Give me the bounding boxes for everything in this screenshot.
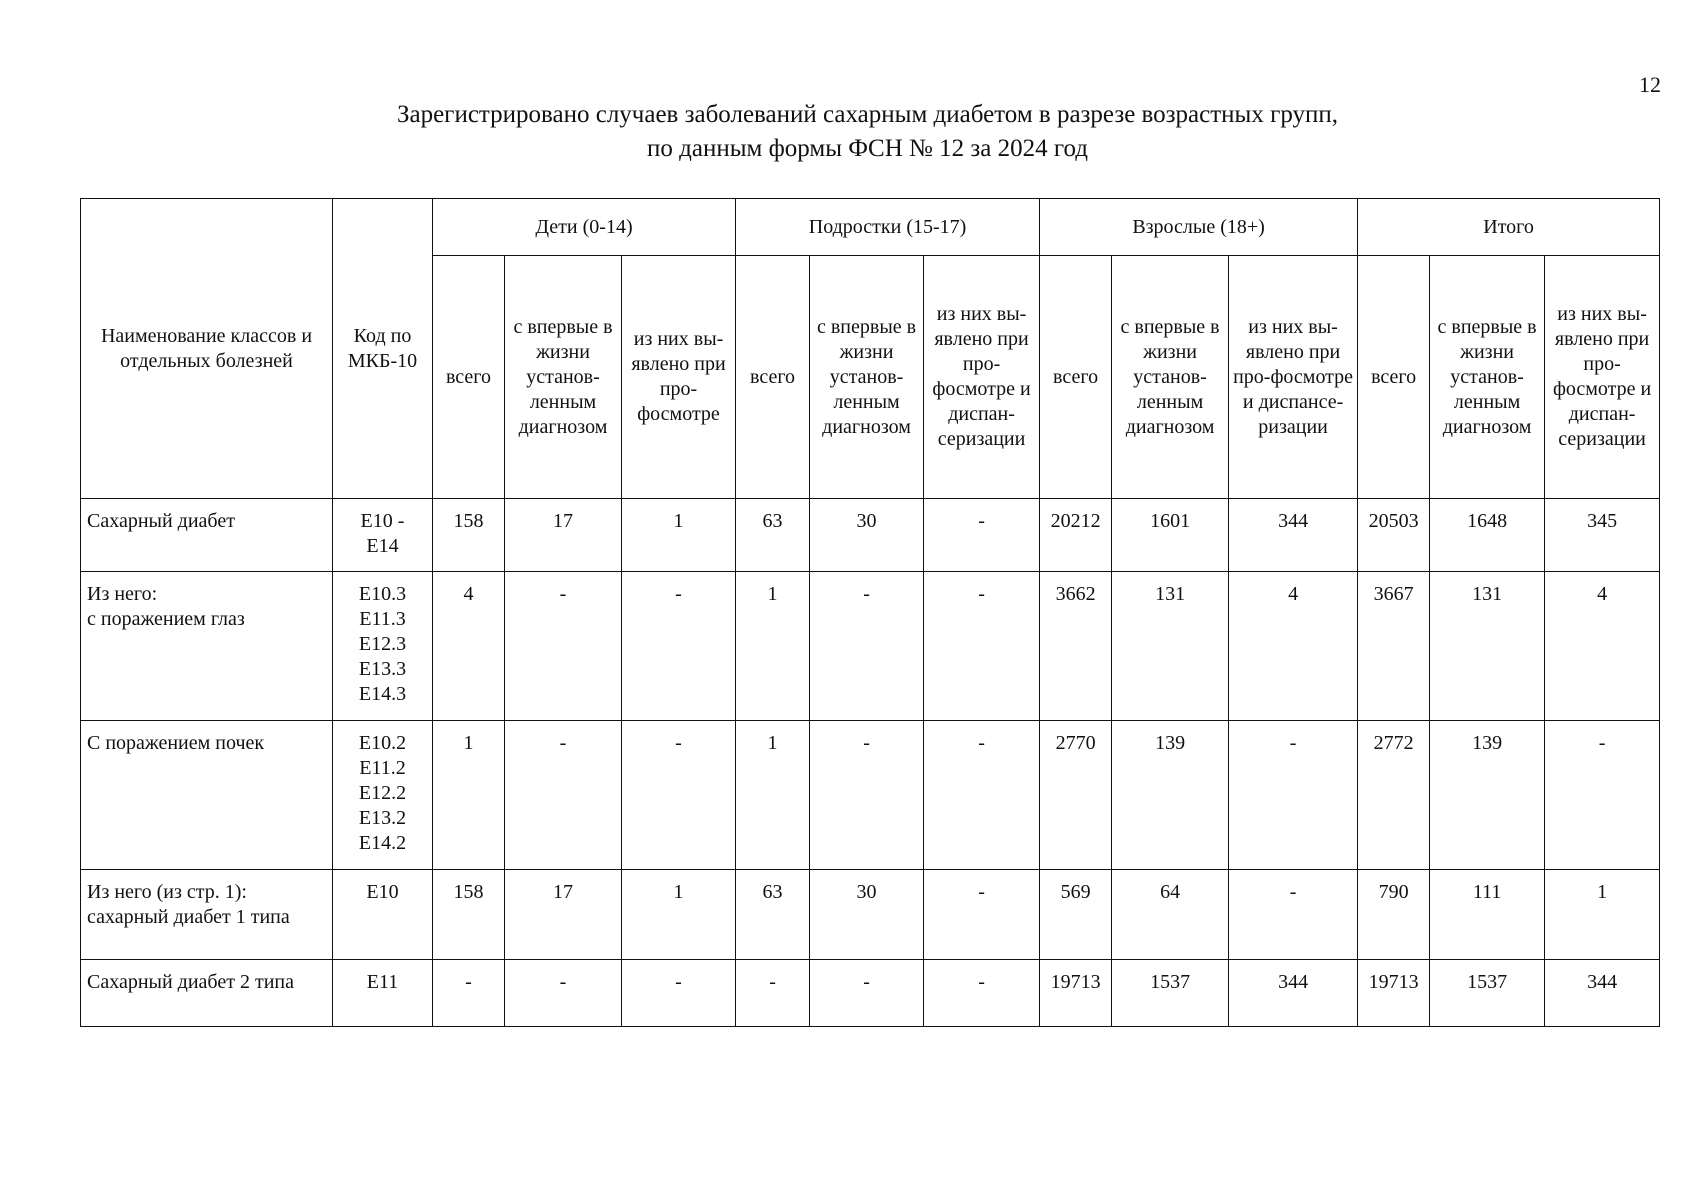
table-cell: 20212 xyxy=(1040,499,1112,572)
table-cell: - xyxy=(810,572,924,721)
table-cell: - xyxy=(924,499,1040,572)
header-sub: с впервые в жизни установ-ленным диагнозом xyxy=(810,256,924,499)
page-number: 12 xyxy=(1639,72,1661,97)
header-sub: из них вы-явлено при про-фосмотре xyxy=(622,256,736,499)
row-code: Е11 xyxy=(333,960,433,1027)
table-cell: 1 xyxy=(622,870,736,960)
row-name: С поражением почек xyxy=(81,721,333,870)
table-cell: 1648 xyxy=(1430,499,1545,572)
document-title xyxy=(0,98,1699,166)
table-row xyxy=(81,721,1660,870)
header-name: Наименование классов и отдельных болезней xyxy=(81,199,333,499)
table-cell: - xyxy=(736,960,810,1027)
table-cell: - xyxy=(924,960,1040,1027)
row-name: Сахарный диабет 2 типа xyxy=(81,960,333,1027)
table-cell: 158 xyxy=(433,870,505,960)
table-cell: - xyxy=(924,572,1040,721)
table-row xyxy=(81,870,1660,960)
table-cell: - xyxy=(622,721,736,870)
table-cell: 345 xyxy=(1545,499,1660,572)
table-cell: - xyxy=(924,870,1040,960)
table-cell: 1 xyxy=(622,499,736,572)
header-group-total: Итого xyxy=(1358,199,1660,256)
header-group-adults: Взрослые (18+) xyxy=(1040,199,1358,256)
diabetes-cases-table xyxy=(80,198,1660,1027)
row-code: Е10 xyxy=(333,870,433,960)
table-cell: 131 xyxy=(1112,572,1229,721)
table-cell: 63 xyxy=(736,499,810,572)
table-row xyxy=(81,499,1660,572)
table-cell: 1 xyxy=(433,721,505,870)
table-cell: 63 xyxy=(736,870,810,960)
row-code: Е10.2 Е11.2 Е12.2 Е13.2 Е14.2 xyxy=(333,721,433,870)
table-cell: 30 xyxy=(810,499,924,572)
table-cell: 344 xyxy=(1545,960,1660,1027)
table-row xyxy=(81,572,1660,721)
table-cell: 344 xyxy=(1229,960,1358,1027)
table-cell: - xyxy=(622,960,736,1027)
table-cell: 17 xyxy=(505,499,622,572)
table-cell: 158 xyxy=(433,499,505,572)
table-cell: 139 xyxy=(1112,721,1229,870)
table-cell: 4 xyxy=(1545,572,1660,721)
row-code: Е10.3 Е11.3 Е12.3 Е13.3 Е14.3 xyxy=(333,572,433,721)
table-cell: 1 xyxy=(1545,870,1660,960)
header-sub: всего xyxy=(736,256,810,499)
table-cell: - xyxy=(505,572,622,721)
table-cell: - xyxy=(505,960,622,1027)
table-cell: 139 xyxy=(1430,721,1545,870)
table-cell: 131 xyxy=(1430,572,1545,721)
table-cell: 19713 xyxy=(1358,960,1430,1027)
table-cell: 64 xyxy=(1112,870,1229,960)
table-cell: - xyxy=(924,721,1040,870)
header-sub: из них вы-явлено при про-фосмотре и диспан-серизации xyxy=(1545,256,1660,499)
table-cell: 111 xyxy=(1430,870,1545,960)
header-sub: всего xyxy=(1358,256,1430,499)
table-cell: 17 xyxy=(505,870,622,960)
header-sub: с впервые в жизни установ-ленным диагнозом xyxy=(505,256,622,499)
header-code: Код по МКБ-10 xyxy=(333,199,433,499)
header-group-teens: Подростки (15-17) xyxy=(736,199,1040,256)
table-cell: 3667 xyxy=(1358,572,1430,721)
header-group-children: Дети (0-14) xyxy=(433,199,736,256)
header-sub: из них вы-явлено при про-фосмотре и диспансе-ризации xyxy=(1229,256,1358,499)
table-cell: 1537 xyxy=(1430,960,1545,1027)
table-cell: 569 xyxy=(1040,870,1112,960)
table-cell: 3662 xyxy=(1040,572,1112,721)
table-cell: 2770 xyxy=(1040,721,1112,870)
table-cell: 1537 xyxy=(1112,960,1229,1027)
table-cell: 2772 xyxy=(1358,721,1430,870)
row-code: Е10 - Е14 xyxy=(333,499,433,572)
table-cell: 30 xyxy=(810,870,924,960)
table-cell: 1601 xyxy=(1112,499,1229,572)
table-cell: - xyxy=(1229,721,1358,870)
table-cell: - xyxy=(505,721,622,870)
table-cell: 20503 xyxy=(1358,499,1430,572)
header-sub: с впервые в жизни установ-ленным диагнозом xyxy=(1430,256,1545,499)
row-name: Из него (из стр. 1): сахарный диабет 1 типа xyxy=(81,870,333,960)
table-cell: - xyxy=(622,572,736,721)
title-line-2: по данным формы ФСН № 12 за 2024 год xyxy=(647,135,1088,162)
title-line-1: Зарегистрировано случаев заболеваний сахарным диабетом в разрезе возрастных групп, xyxy=(396,101,1339,128)
header-sub: всего xyxy=(1040,256,1112,499)
table-cell: 4 xyxy=(433,572,505,721)
table-cell: 790 xyxy=(1358,870,1430,960)
table-cell: 19713 xyxy=(1040,960,1112,1027)
table-cell: - xyxy=(433,960,505,1027)
header-sub: с впервые в жизни установ-ленным диагнозом xyxy=(1112,256,1229,499)
table-cell: 4 xyxy=(1229,572,1358,721)
table-cell: 1 xyxy=(736,721,810,870)
row-name: Сахарный диабет xyxy=(81,499,333,572)
header-sub: всего xyxy=(433,256,505,499)
header-sub: из них вы-явлено при про-фосмотре и диспан-серизации xyxy=(924,256,1040,499)
table-cell: - xyxy=(810,960,924,1027)
row-name: Из него: с поражением глаз xyxy=(81,572,333,721)
table-cell: 1 xyxy=(736,572,810,721)
table-cell: - xyxy=(810,721,924,870)
table-cell: - xyxy=(1229,870,1358,960)
table-cell: 344 xyxy=(1229,499,1358,572)
table-row xyxy=(81,960,1660,1027)
table-cell: - xyxy=(1545,721,1660,870)
